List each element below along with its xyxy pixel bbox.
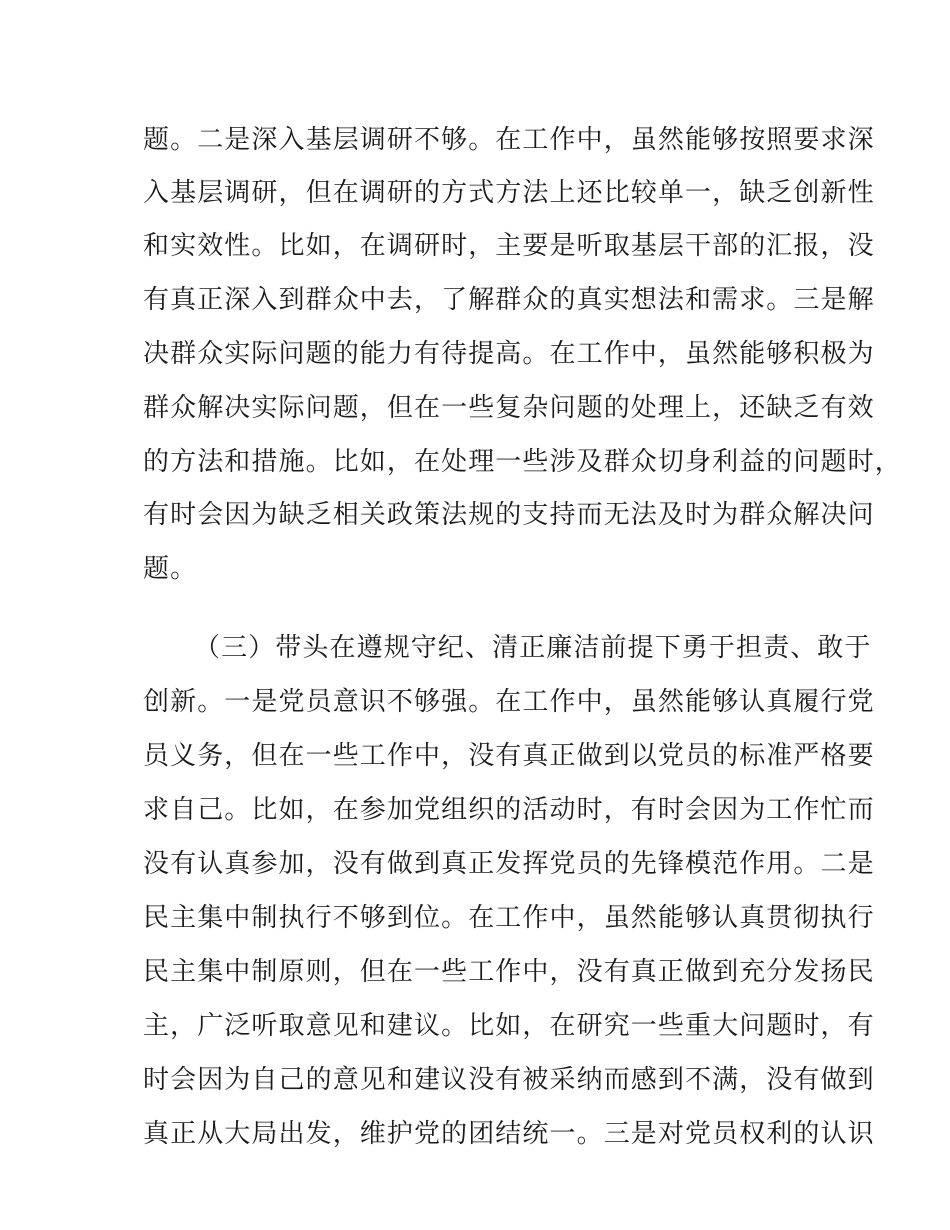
text-line: 题。 (143, 554, 198, 584)
text-line: 创新。一是党员意识不够强。在工作中，虽然能够认真履行党 (143, 687, 875, 717)
section-heading-line: （三）带头在遵规守纪、清正廉洁前提下勇于担责、敢于 (194, 633, 872, 663)
text-line: 民主集中制原则，但在一些工作中，没有真正做到充分发扬民 (143, 957, 875, 987)
text-line: 员义务，但在一些工作中，没有真正做到以党员的标准严格要 (143, 741, 875, 771)
text-line: 和实效性。比如，在调研时，主要是听取基层干部的汇报，没 (143, 231, 875, 261)
text-line: 没有认真参加，没有做到真正发挥党员的先锋模范作用。二是 (143, 849, 875, 879)
text-line: 决群众实际问题的能力有待提高。在工作中，虽然能够积极为 (143, 339, 875, 369)
text-line: 群众解决实际问题，但在一些复杂问题的处理上，还缺乏有效 (143, 393, 875, 423)
text-line: 求自己。比如，在参加党组织的活动时，有时会因为工作忙而 (143, 795, 875, 825)
text-line: 主，广泛听取意见和建议。比如，在研究一些重大问题时，有 (143, 1011, 875, 1041)
text-line: 真正从大局出发，维护党的团结统一。三是对党员权利的认识 (143, 1119, 875, 1149)
text-line: 民主集中制执行不够到位。在工作中，虽然能够认真贯彻执行 (143, 903, 875, 933)
text-line: 入基层调研，但在调研的方式方法上还比较单一，缺乏创新性 (143, 178, 875, 208)
text-line: 有真正深入到群众中去，了解群众的真实想法和需求。三是解 (143, 285, 875, 315)
text-line: 时会因为自己的意见和建议没有被采纳而感到不满，没有做到 (143, 1065, 875, 1095)
text-line: 的方法和措施。比如，在处理一些涉及群众切身利益的问题时， (143, 447, 902, 477)
text-line: 题。二是深入基层调研不够。在工作中，虽然能够按照要求深 (143, 125, 875, 155)
text-line: 有时会因为缺乏相关政策法规的支持而无法及时为群众解决问 (143, 500, 875, 530)
